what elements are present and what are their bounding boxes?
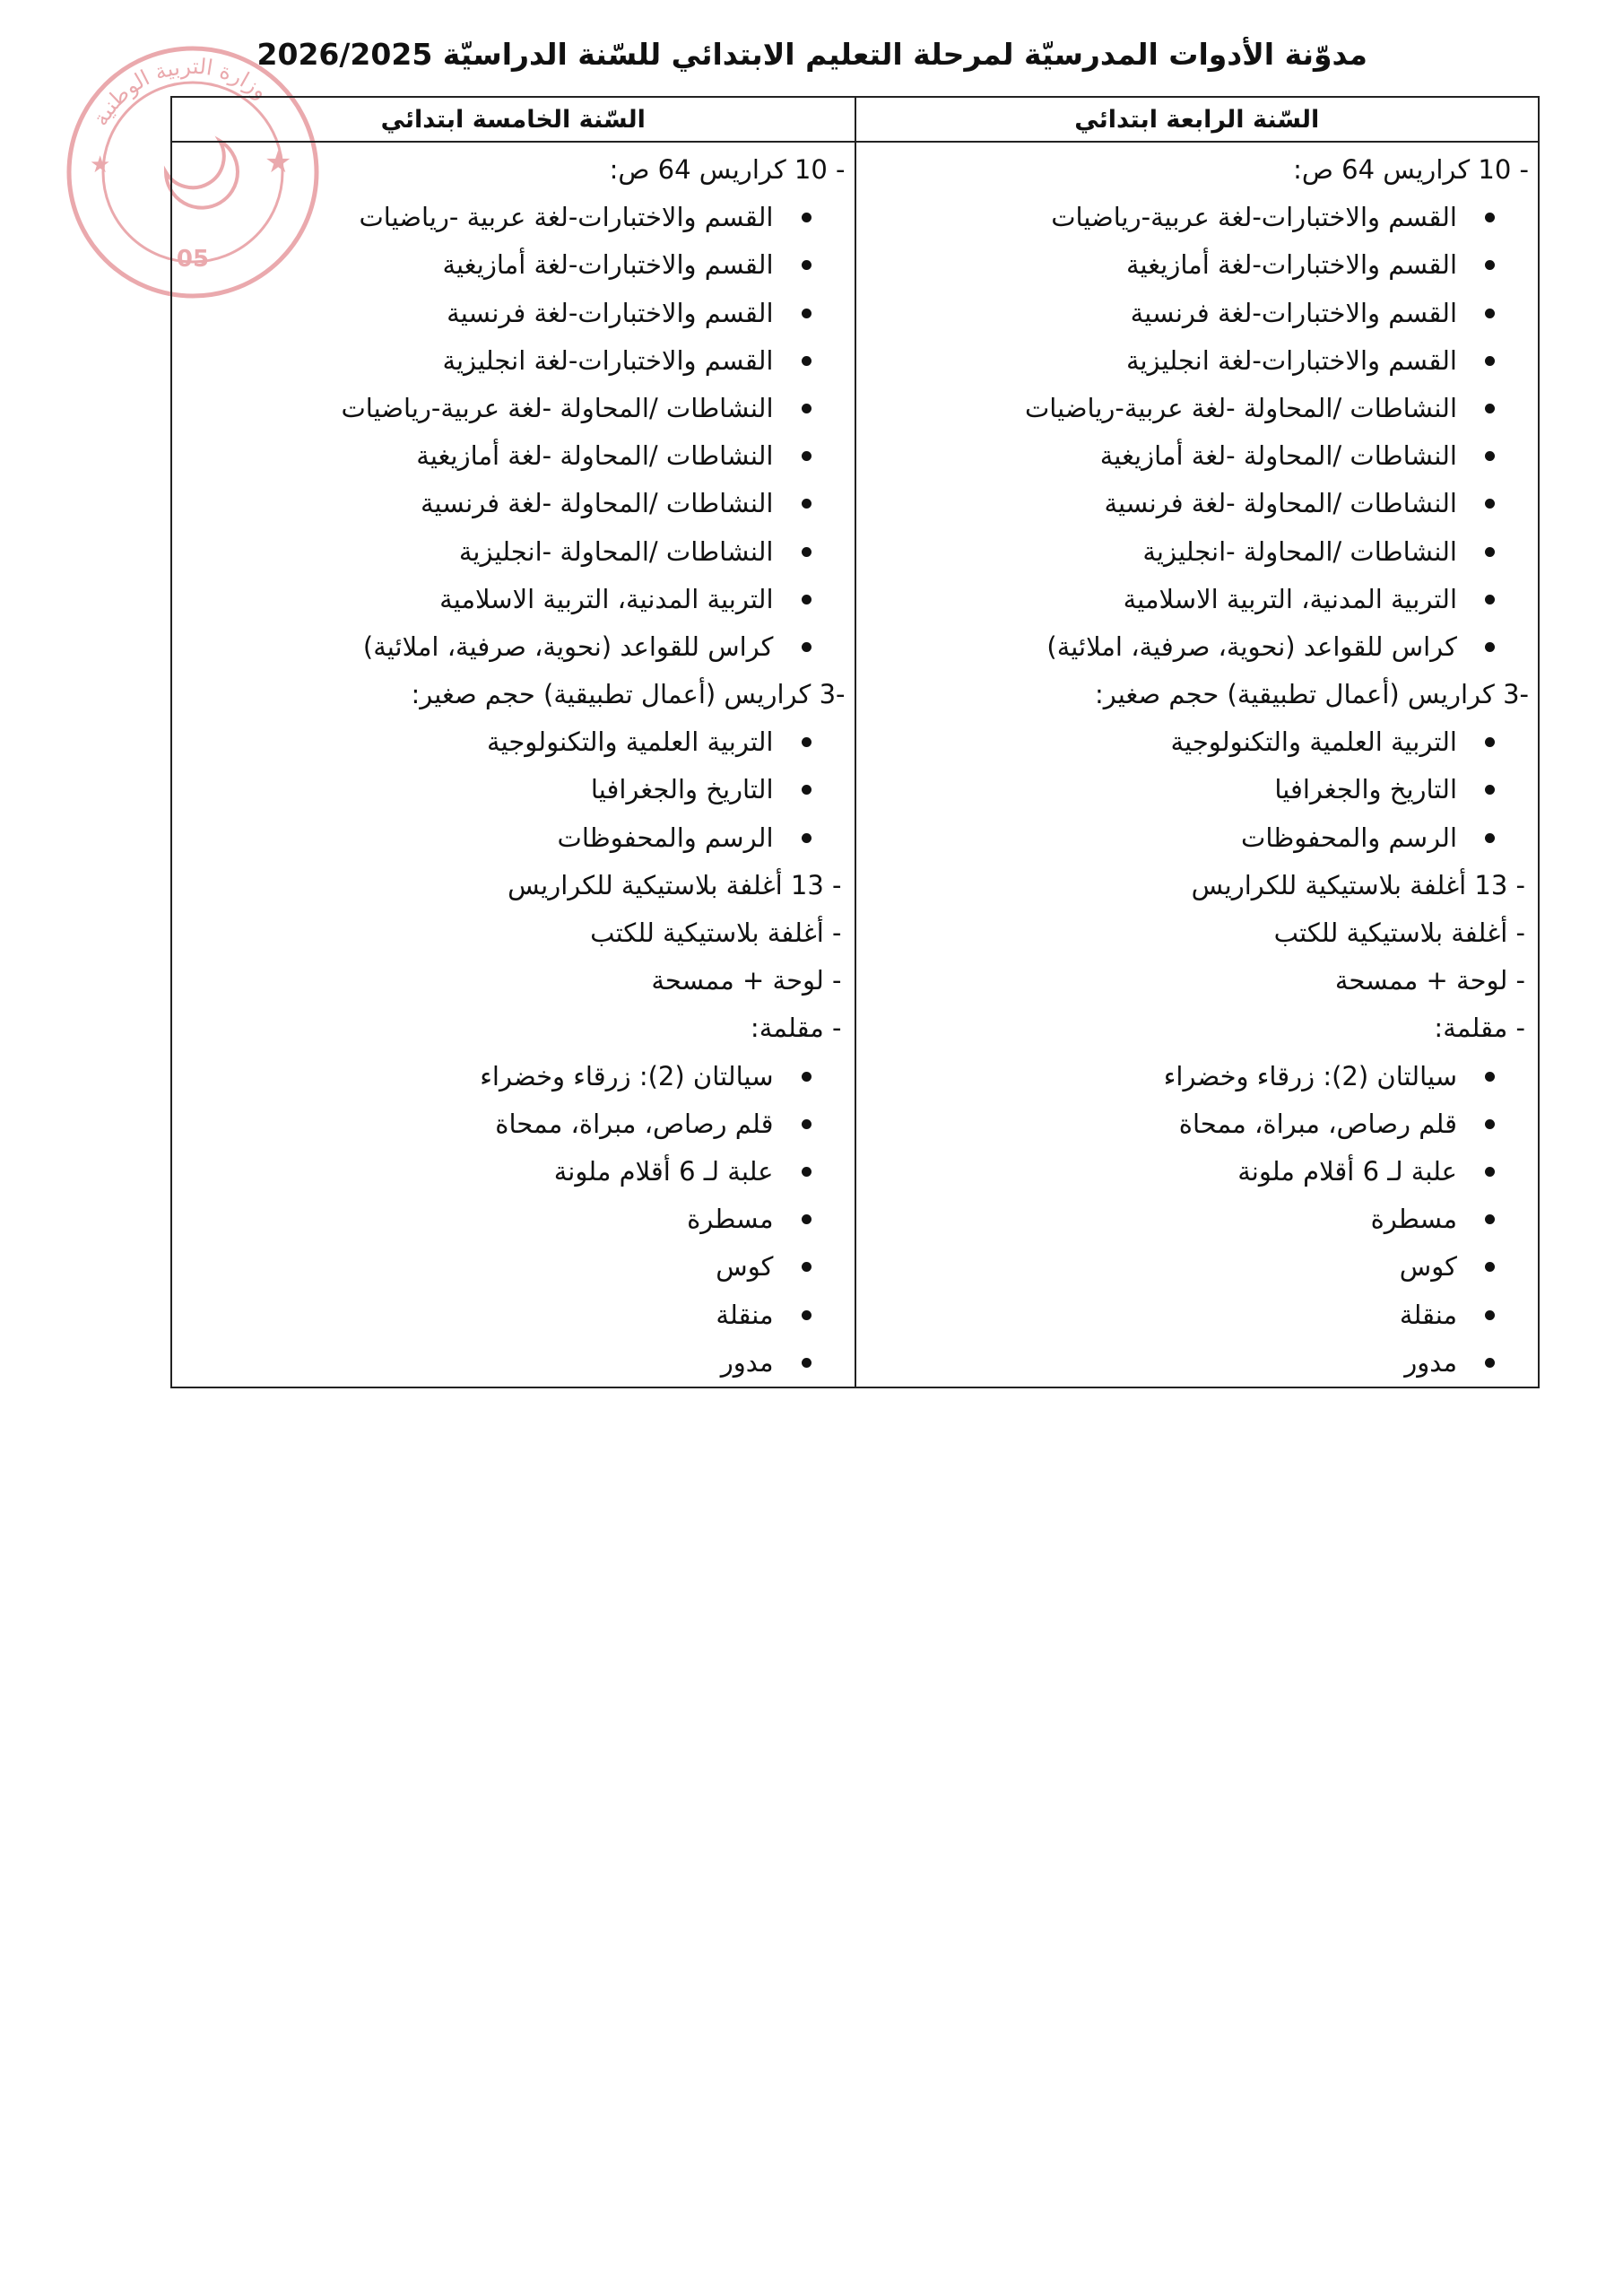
list-item	[172, 576, 855, 623]
bullet-icon	[802, 737, 812, 747]
item-text: كراس للقواعد (نحوية، صرفية، املائية)	[362, 631, 774, 662]
bullet-icon	[802, 642, 812, 652]
bullet-icon	[1485, 1310, 1495, 1320]
stamp-number: 05	[176, 246, 210, 273]
item-text: علبة لـ 6 أقلام ملونة	[553, 1155, 774, 1187]
item-text: - أغلفة بلاستيكية للكتب	[1273, 918, 1525, 948]
bullet-icon	[1485, 1167, 1495, 1177]
item-text: التاريخ والجغرافيا	[590, 774, 774, 805]
item-text: سيالتان (2): زرقاء وخضراء	[480, 1060, 774, 1091]
bullet-icon	[802, 260, 812, 270]
item-text: سيالتان (2): زرقاء وخضراء	[1163, 1060, 1457, 1091]
stamp-text: وزارة التربية الوطنية	[87, 53, 273, 131]
list-item	[172, 814, 855, 862]
section-heading	[856, 957, 1539, 1004]
section-heading	[172, 146, 855, 194]
item-text: التربية العلمية والتكنولوجية	[1170, 726, 1457, 758]
item-text: القسم والاختبارات-لغة عربية -رياضيات	[359, 202, 774, 233]
item-text: قلم رصاص، مبراة، ممحاة	[1178, 1108, 1457, 1139]
item-text: النشاطات /المحاولة -انجليزية	[458, 535, 774, 567]
supplies-table	[170, 96, 1540, 1388]
item-text: النشاطات /المحاولة -لغة عربية-رياضيات	[1025, 392, 1457, 423]
column-header-grade4: السّنة الرابعة ابتدائي	[855, 97, 1540, 142]
bullet-icon	[802, 833, 812, 843]
item-text: مسطرة	[687, 1204, 774, 1235]
section-heading	[172, 909, 855, 957]
list-item	[856, 432, 1539, 480]
item-text: الرسم والمحفوظات	[557, 822, 774, 853]
item-text: -3 كراريس (أعمال تطبيقية) حجم صغير:	[1094, 679, 1529, 710]
list-item	[172, 385, 855, 432]
bullet-icon	[1485, 1262, 1495, 1272]
list-item	[856, 576, 1539, 623]
bullet-icon	[802, 1214, 812, 1224]
bullet-icon	[1485, 642, 1495, 652]
item-text: التربية العلمية والتكنولوجية	[487, 726, 774, 758]
bullet-icon	[802, 213, 812, 222]
bullet-icon	[1485, 451, 1495, 461]
item-text: - 13 أغلفة بلاستيكية للكراريس	[508, 869, 842, 900]
list-item	[172, 1196, 855, 1243]
item-text: التربية المدنية، التربية الاسلامية	[439, 583, 774, 614]
section-heading	[856, 671, 1539, 718]
item-text: - لوحة + ممسحة	[651, 965, 842, 996]
page-title: مدوّنة الأدوات المدرسيّة لمرحلة التعليم الابتدائي للسّنة الدراسيّة 2026/2025	[256, 37, 1367, 72]
item-text: علبة لـ 6 أقلام ملونة	[1237, 1155, 1457, 1187]
item-text: كراس للقواعد (نحوية، صرفية، املائية)	[1046, 631, 1457, 662]
item-text: - لوحة + ممسحة	[1334, 965, 1525, 996]
list-item	[172, 766, 855, 813]
item-text: القسم والاختبارات-لغة فرنسية	[447, 297, 774, 328]
list-item	[172, 480, 855, 527]
item-text: مسطرة	[1370, 1204, 1457, 1235]
list-item	[172, 1100, 855, 1148]
item-text: النشاطات /المحاولة -لغة فرنسية	[1104, 488, 1457, 519]
column-header-grade5: السّنة الخامسة ابتدائي	[171, 97, 855, 142]
svg-text:★: ★	[265, 144, 292, 180]
item-text: - 10 كراريس 64 ص:	[1293, 154, 1529, 185]
list-item	[856, 528, 1539, 576]
bullet-icon	[1485, 213, 1495, 222]
bullet-icon	[1485, 356, 1495, 366]
bullet-icon	[1485, 309, 1495, 318]
item-text: قلم رصاص، مبراة، ممحاة	[495, 1108, 774, 1139]
bullet-icon	[802, 1167, 812, 1177]
list-item	[172, 337, 855, 385]
bullet-icon	[1485, 1214, 1495, 1224]
bullet-icon	[802, 404, 812, 413]
section-heading	[856, 862, 1539, 909]
bullet-icon	[1485, 499, 1495, 509]
section-heading	[856, 909, 1539, 957]
bullet-icon	[802, 1310, 812, 1320]
item-text: القسم والاختبارات-لغة أمازيغية	[442, 249, 774, 281]
header-row	[171, 97, 1539, 142]
item-text: القسم والاختبارات-لغة فرنسية	[1130, 297, 1457, 328]
supplies-row	[171, 142, 1539, 1387]
item-text: النشاطات /المحاولة -لغة أمازيغية	[416, 440, 774, 472]
bullet-icon	[1485, 1119, 1495, 1129]
list-item	[856, 1243, 1539, 1291]
bullet-icon	[802, 356, 812, 366]
item-text: - مقلمة:	[1434, 1013, 1525, 1044]
item-text: التربية المدنية، التربية الاسلامية	[1123, 583, 1457, 614]
svg-text:★: ★	[90, 152, 111, 178]
section-heading	[172, 862, 855, 909]
list-item	[172, 1292, 855, 1339]
list-item	[856, 290, 1539, 337]
list-item	[856, 1292, 1539, 1339]
item-text: - 10 كراريس 64 ص:	[609, 154, 846, 185]
list-item	[172, 1339, 855, 1387]
item-text: النشاطات /المحاولة -لغة أمازيغية	[1099, 440, 1457, 472]
item-text: - أغلفة بلاستيكية للكتب	[590, 918, 842, 948]
list-item	[172, 718, 855, 766]
item-text: النشاطات /المحاولة -انجليزية	[1142, 535, 1457, 567]
list-item	[856, 1100, 1539, 1148]
list-item	[856, 1339, 1539, 1387]
list-item	[856, 241, 1539, 289]
bullet-icon	[802, 499, 812, 509]
list-item	[172, 290, 855, 337]
bullet-icon	[1485, 785, 1495, 795]
list-item	[172, 194, 855, 241]
item-text: القسم والاختبارات-لغة انجليزية	[442, 344, 774, 376]
list-item	[172, 1053, 855, 1100]
section-heading	[172, 671, 855, 718]
bullet-icon	[802, 547, 812, 557]
list-item	[172, 1148, 855, 1196]
item-text: التاريخ والجغرافيا	[1274, 774, 1457, 805]
item-text: القسم والاختبارات-لغة أمازيغية	[1125, 249, 1457, 281]
bullet-icon	[1485, 260, 1495, 270]
item-text: - مقلمة:	[750, 1013, 842, 1044]
bullet-icon	[802, 1358, 812, 1368]
list-item	[856, 337, 1539, 385]
bullet-icon	[802, 451, 812, 461]
item-text: كوس	[716, 1251, 774, 1283]
list-item	[856, 194, 1539, 241]
item-text: منقلة	[716, 1299, 774, 1330]
section-heading	[172, 957, 855, 1004]
bullet-icon	[1485, 404, 1495, 413]
list-item	[172, 623, 855, 671]
column-grade4-list	[855, 142, 1540, 1387]
list-item	[856, 718, 1539, 766]
section-heading	[856, 146, 1539, 194]
item-text: مدور	[720, 1346, 774, 1378]
item-text: -3 كراريس (أعمال تطبيقية) حجم صغير:	[411, 679, 846, 710]
item-text: القسم والاختبارات-لغة عربية-رياضيات	[1051, 202, 1457, 233]
list-item	[856, 766, 1539, 813]
item-text: مدور	[1404, 1346, 1457, 1378]
list-item	[856, 385, 1539, 432]
bullet-icon	[1485, 1072, 1495, 1082]
bullet-icon	[1485, 833, 1495, 843]
bullet-icon	[802, 595, 812, 604]
bullet-icon	[802, 1072, 812, 1082]
list-item	[856, 1196, 1539, 1243]
bullet-icon	[802, 1262, 812, 1272]
section-heading	[856, 1004, 1539, 1052]
item-text: الرسم والمحفوظات	[1241, 822, 1457, 853]
list-item	[856, 1148, 1539, 1196]
list-item	[172, 432, 855, 480]
item-text: منقلة	[1399, 1299, 1457, 1330]
item-text: النشاطات /المحاولة -لغة فرنسية	[420, 488, 774, 519]
bullet-icon	[1485, 737, 1495, 747]
bullet-icon	[1485, 547, 1495, 557]
list-item	[856, 480, 1539, 527]
bullet-icon	[802, 309, 812, 318]
list-item	[172, 241, 855, 289]
list-item	[856, 623, 1539, 671]
bullet-icon	[802, 1119, 812, 1129]
item-text: النشاطات /المحاولة -لغة عربية-رياضيات	[341, 392, 774, 423]
item-text: - 13 أغلفة بلاستيكية للكراريس	[1191, 869, 1525, 900]
column-grade5-list	[171, 142, 855, 1387]
bullet-icon	[1485, 595, 1495, 604]
bullet-icon	[802, 785, 812, 795]
list-item	[856, 814, 1539, 862]
bullet-icon	[1485, 1358, 1495, 1368]
item-text: كوس	[1399, 1251, 1457, 1283]
list-item	[172, 528, 855, 576]
item-text: القسم والاختبارات-لغة انجليزية	[1125, 344, 1457, 376]
section-heading	[172, 1004, 855, 1052]
list-item	[856, 1053, 1539, 1100]
list-item	[172, 1243, 855, 1291]
